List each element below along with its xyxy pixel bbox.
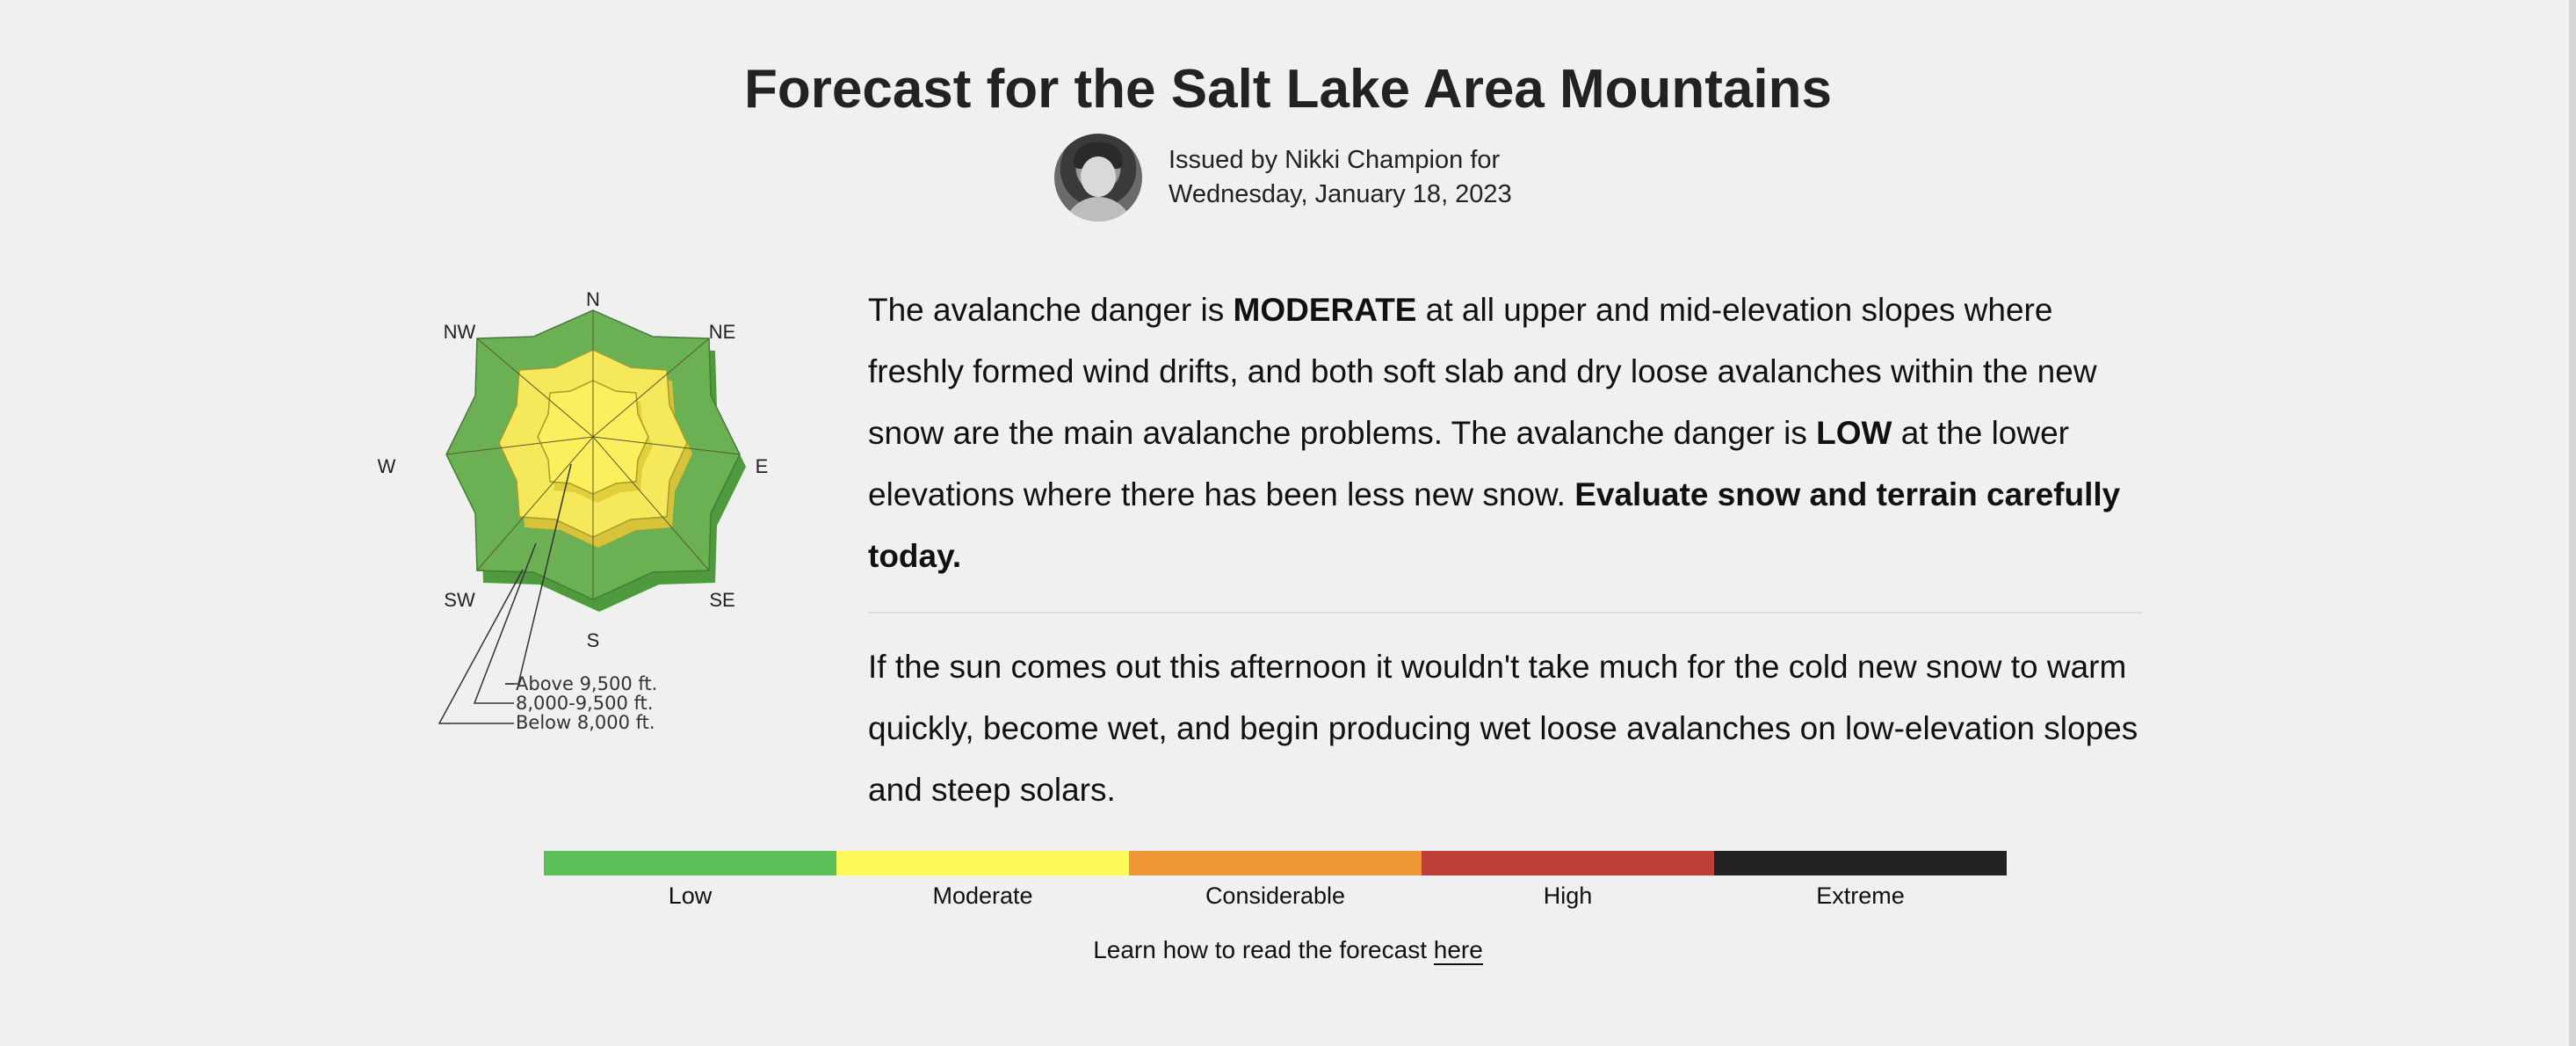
- compass-nw: NW: [443, 321, 476, 343]
- issued-date: Wednesday, January 18, 2023: [1169, 180, 1512, 208]
- danger-low: LOW: [1816, 415, 1892, 451]
- issuer-block: [1054, 134, 1512, 222]
- compass-w: W: [377, 455, 396, 477]
- compass-s: S: [586, 629, 600, 651]
- summary-text: The avalanche danger is: [868, 292, 1234, 328]
- scale-considerable: [1129, 851, 1422, 910]
- scale-low: [544, 851, 836, 910]
- summary-text: at the lower elevations where there has been less new snow.: [868, 415, 2069, 512]
- scale-moderate: [836, 851, 1129, 910]
- danger-moderate: MODERATE: [1233, 292, 1417, 328]
- scale-bar-extreme: [1714, 851, 2007, 875]
- danger-rose: [365, 280, 821, 745]
- divider: [868, 612, 2142, 614]
- forecaster-avatar: [1054, 134, 1142, 222]
- learn-more: [0, 936, 2576, 964]
- scale-bar-moderate: [836, 851, 1129, 875]
- elevation-label-high: Above 9,500 ft.: [516, 673, 658, 694]
- compass-e: E: [755, 455, 769, 477]
- scale-extreme: [1714, 851, 2007, 910]
- compass-sw: SW: [444, 589, 475, 611]
- compass-n: N: [586, 288, 600, 310]
- scale-bar-high: [1422, 851, 1714, 875]
- summary-advice: Evaluate snow and terrain carefully today.: [868, 476, 2121, 574]
- scale-label-moderate: Moderate: [932, 883, 1033, 909]
- learn-link[interactable]: here: [1433, 936, 1483, 963]
- page-title: Forecast for the Salt Lake Area Mountains: [743, 59, 1832, 120]
- bottom-line-text: [868, 280, 2142, 821]
- issued-by: Issued by Nikki Champion for: [1169, 146, 1501, 174]
- issuer-text: [1169, 143, 1512, 212]
- scale-bar-low: [544, 851, 836, 875]
- avatar-face: [1081, 156, 1116, 197]
- elevation-label-low: Below 8,000 ft.: [516, 712, 655, 733]
- elevation-label-mid: 8,000-9,500 ft.: [516, 693, 654, 714]
- scale-bar-considerable: [1129, 851, 1422, 875]
- scale-label-considerable: Considerable: [1205, 883, 1346, 909]
- scale-high: [1422, 851, 1714, 910]
- danger-scale: [544, 851, 2007, 910]
- compass-ne: NE: [708, 321, 736, 343]
- secondary-paragraph: If the sun comes out this afternoon it wouldn't take much for the cold new snow to warm quickly, become wet, and begin producing wet loose avalanches on low-elevation slopes and steep solars.: [868, 649, 2138, 808]
- scale-label-high: High: [1543, 883, 1593, 909]
- scale-label-extreme: Extreme: [1816, 883, 1905, 909]
- learn-text: Learn how to read the forecast: [1093, 936, 1434, 963]
- summary-text: at all upper and mid-elevation slopes where freshly formed wind drifts, and both soft slab and dry loose avalanches within the new snow are the main avalanche problems. The avalanche danger is: [868, 292, 2097, 451]
- summary-paragraph: [868, 280, 2142, 587]
- window-edge: [2569, 0, 2576, 1046]
- avatar-coat: [1063, 197, 1133, 222]
- scale-label-low: Low: [668, 883, 713, 909]
- compass-se: SE: [709, 589, 735, 611]
